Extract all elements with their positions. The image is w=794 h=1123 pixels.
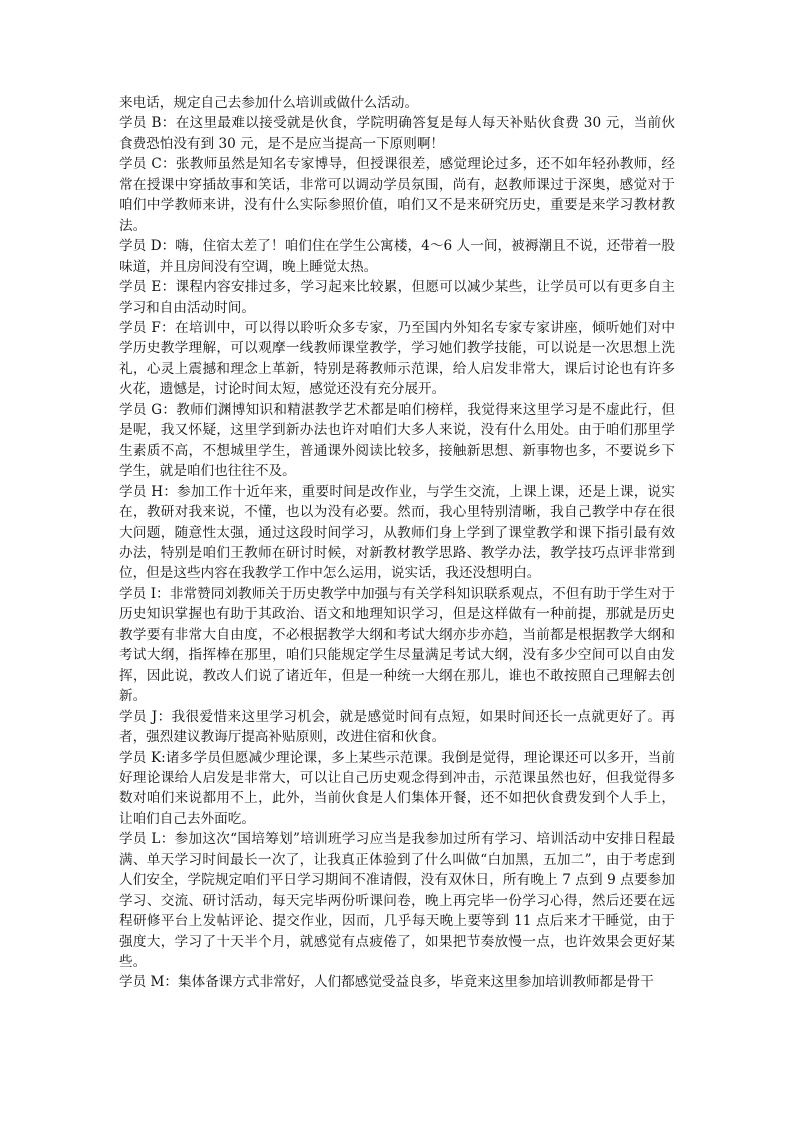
paragraph-trainee-h: 学员 H：参加工作十近年来，重要时间是改作业，与学生交流，上课上课，还是上课，说实在，教研对我来说，不懂，也以为没有必要。然而，我心里特别清晰，我自己教学中存在很大问题，随意性太强，通过这段时间学习，从教师们身上学到了课堂教学和课下指引最有效办法，特别是咱们王教师在研讨时候，对新教材教学思路、教学办法，教学技巧点评非常到位，但是这些内容在我教学工作中怎么运用，说实话，我还没想明白。 — [119, 483, 675, 582]
paragraph-trainee-c: 学员 C：张教师虽然是知名专家博导，但授课很差，感觉理论过多，还不如年轻孙教师，经常在授课中穿插故事和笑话，非常可以调动学员氛围，尚有，赵教师课过于深奥，感觉对于咱们中学教师来讲，没有什么实际参照价值，咱们又不是来研究历史，重要是来学习教材教法。 — [119, 156, 675, 234]
paragraph-trainee-e: 学员 E：课程内容安排过多，学习起来比较累，但愿可以减少某些，让学员可以有更多自主学习和自由活动时间。 — [119, 279, 675, 316]
paragraph-trainee-g: 学员 G：教师们渊博知识和精湛教学艺术都是咱们榜样，我觉得来这里学习是不虚此行，但是呢，我又怀疑，这里学到新办法也许对咱们大多人来说，没有什么用处。由于咱们那里学生素质不高，不想城里学生，普通课外阅读比较多，接触新思想、新事物也多，不要说乡下学生，就是咱们也往往不及。 — [119, 401, 675, 480]
paragraph-continuation: 来电话，规定自己去参加什么培训或做什么活动。 — [119, 95, 419, 111]
paragraph-trainee-b: 学员 B：在这里最难以接受就是伙食，学院明确答复是每人每天补贴伙食费 30 元，当前伙食费恐怕没有到 30 元，是不是应当提高一下原则啊！ — [119, 115, 675, 152]
paragraph-trainee-l: 学员 L：参加这次“国培筹划”培训班学习应当是我参加过所有学习、培训活动中安排日程最满、单天学习时间最长一次了，让我真正体验到了什么叫做“白加黑，五加二”，由于考虑到人们安全，学院规定咱们平日学习期间不准请假，没有双休日，所有晚上 7 点到 9 点要参加学习、交流、研讨活动，每天完毕两份听课问卷，晚上再完毕一份学习心得，然后还要在远程研修平台上发帖评论、提交作业，因而，几乎每天晚上要等到 11 点后来才干睡觉，由于强度大，学习了十天半个月，就感觉有点疲倦了，如果把节奏放慢一点，也许效果会更好某些。 — [119, 831, 675, 971]
paragraph-trainee-k: 学员 K:诸多学员但愿减少理论课，多上某些示范课。我倒是觉得，理论课还可以多开，当前好理论课给人启发是非常大，可以让自己历史观念得到冲击，示范课虽然也好，但我觉得多数对咱们来说都用不上，此外，当前伙食是人们集体开餐，还不如把伙食费发到个人手上，让咱们自己去外面吃。 — [119, 749, 675, 827]
paragraph-trainee-j: 学员 J：我很爱惜来这里学习机会，就是感觉时间有点短，如果时间还长一点就更好了。再者，强烈建议教诲厅提高补贴原则，改进住宿和伙食。 — [119, 708, 675, 746]
document-page — [119, 93, 675, 993]
paragraph-trainee-i: 学员 I：非常赞同刘教师关于历史教学中加强与有关学科知识联系观点，不但有助于学生对于历史知识掌握也有助于其政治、语文和地理知识学习，但是这样做有一种前提，那就是历史教学要有非常大自由度，不必根据教学大纲和考试大纲亦步亦趋，当前都是根据教学大纲和考试大纲，指挥棒在那里，咱们只能规定学生尽量满足考试大纲，没有多少空间可以自由发挥，因此说，教改人们说了诸近年，但是一种统一大纲在那儿，谁也不敢按照自己理解去创新。 — [119, 585, 675, 705]
paragraph-trainee-m: 学员 M：集体备课方式非常好，人们都感觉受益良多，毕竟来这里参加培训教师都是骨干 — [119, 974, 654, 991]
paragraph-trainee-d: 学员 D：嗨，住宿太差了！咱们住在学生公寓楼，4～6 人一间，被褥潮且不说，还带着一股味道，并且房间没有空调，晚上睡觉太热。 — [119, 238, 675, 275]
paragraph-trainee-f: 学员 F：在培训中，可以得以聆听众多专家，乃至国内外知名专家专家讲座，倾听她们对中学历史教学理解，可以观摩一线教师课堂教学，学习她们教学技能，可以说是一次思想上洗礼，心灵上震撼和理念上革新，特别是蒋教师示范课，给人启发非常大，课后讨论也有许多火花，遗憾是，讨论时间太短，感觉还没有充分展开。 — [119, 319, 675, 398]
